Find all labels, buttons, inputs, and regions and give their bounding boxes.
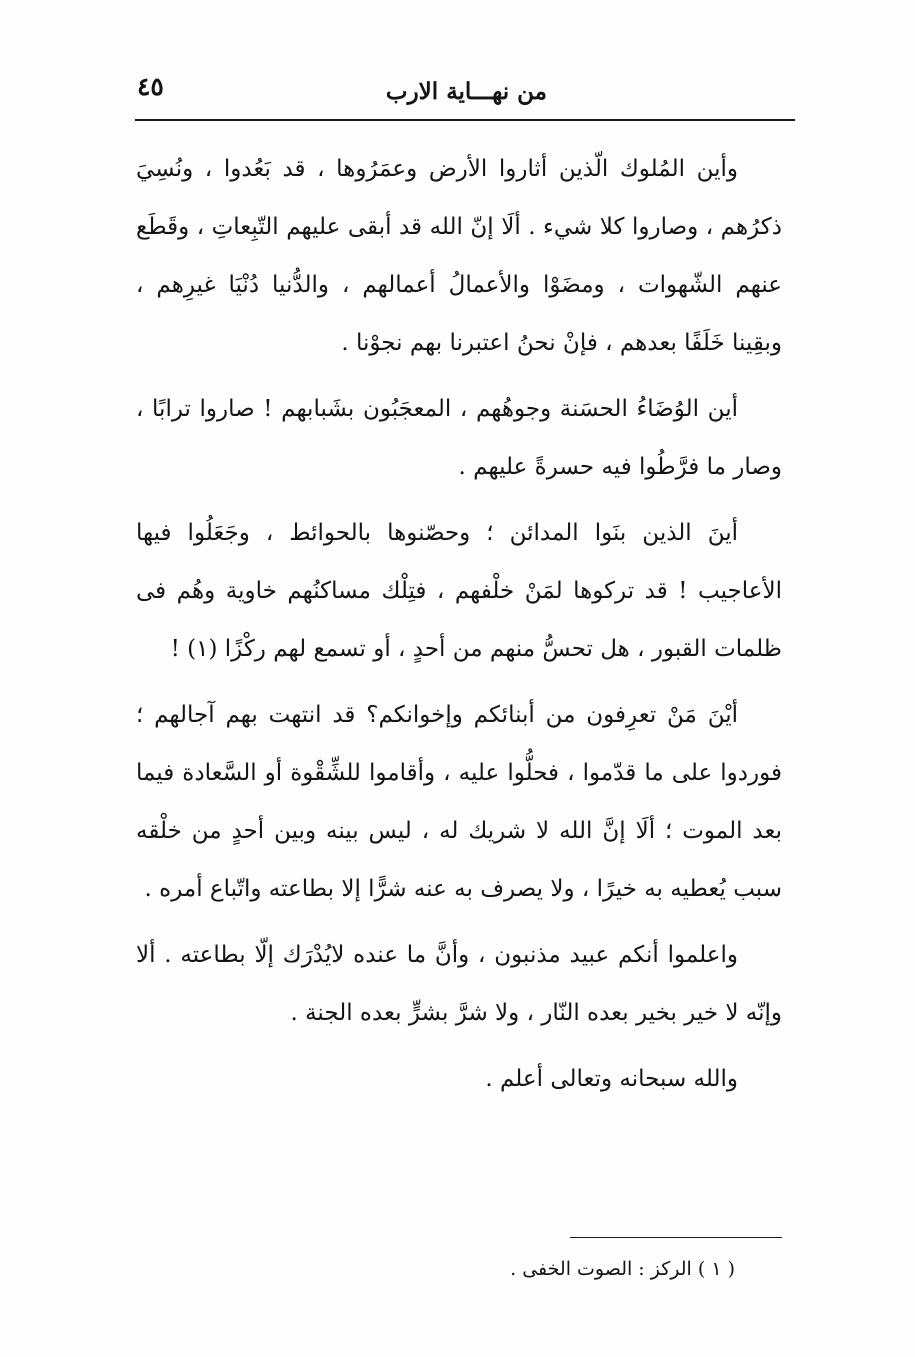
footnote-rule [570, 1237, 782, 1238]
body-text [136, 140, 782, 1116]
paragraph-closing: والله سبحانه وتعالى أعلم . [485, 1066, 738, 1092]
paragraph-servants: واعلموا أنكم عبيد مذنبون ، وأنَّ ما عنده لايُدْرَك إلّا بطاعته . ألا وإنّه لا خير بخير بعده النّار ، ولا شرَّ بشرٍّ بعده الجنة . [136, 942, 782, 1026]
footnote: ( ١ ) الركز : الصوت الخفى . [510, 1258, 735, 1280]
paragraph-kings: وأين المُلوك الّذين أثاروا الأرض وعمَرُوها ، قد بَعُدوا ، ونُسِيَ ذكرُهم ، وصاروا كلا شيء . ألَا إنّ الله قد أبقى عليهم التّبِعاتِ ، وقَطَع عنهم الشّهوات ، ومضَوْا والأعمالُ أعمالهم ، والدُّنيا دُنْيَا غيرِهم ، وبقِينا خَلَفًا بعدهم ، فإنْ نحنُ اعتبرنا بهم نجوْنا . [136, 156, 782, 356]
paragraph-cities: أينَ الذين بنَوا المدائن ؛ وحصّنوها بالحوائط ، وجَعَلُوا فيها الأعاجيب ! قد تركوها لمَنْ خلْفهم ، فتِلْك مساكنُهم خاوية وهُم فى ظلمات القبور ، هل تحسُّ منهم من أحدٍ ، أو تسمع لهم ركْزًا (١) ! [136, 520, 782, 662]
paragraph-brothers: أيْنَ مَنْ تعرِفون من أبنائكم وإخوانكم؟ قد انتهت بهم آجالهم ؛ فوردوا على ما قدّموا ، فحلُّوا عليه ، وأقاموا للشِّقْوة أو السَّعادة فيما بعد الموت ؛ ألَا إنَّ الله لا شريك له ، ليس بينه وبين أحدٍ من خلْقه سبب يُعطيه به خيرًا ، ولا يصرف به عنه شرًّا إلا بطاعته واتّباع أمره . [136, 702, 782, 902]
page-number: ٤٥ [137, 72, 164, 101]
running-title: من نهـــاية الارب [385, 78, 547, 105]
paragraph-faces: أين الوُضَاءُ الحسَنة وجوهُهم ، المعجَبُون بشَبابهم ! صاروا ترابًا ، وصار ما فرَّطُوا فيه حسرةً عليهم . [136, 396, 782, 480]
header-rule [135, 119, 795, 121]
page-header [135, 64, 787, 114]
